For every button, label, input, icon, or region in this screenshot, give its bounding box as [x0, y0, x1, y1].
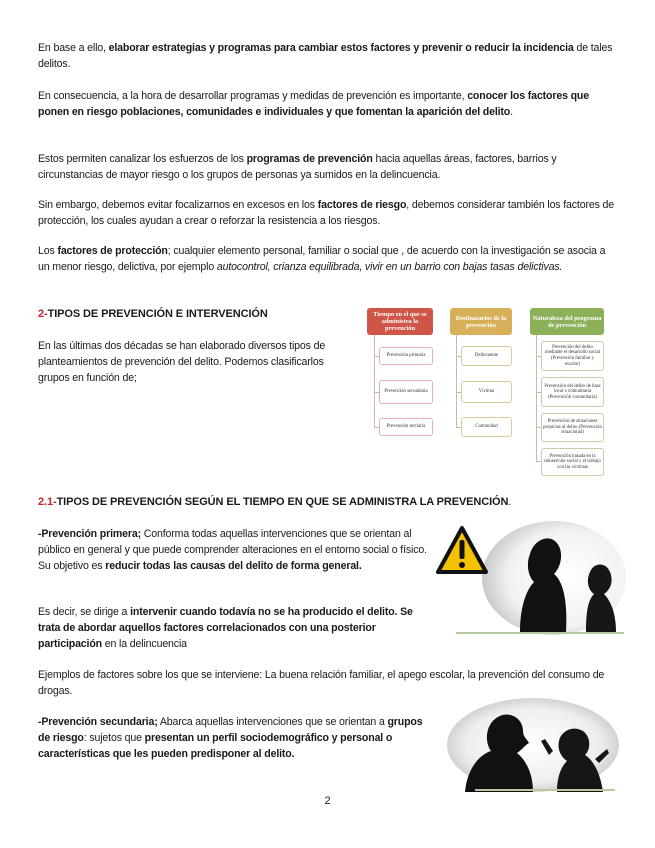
text: de tales delitos. — [38, 42, 613, 70]
bold-text: elaborar estrategias y programas para cambiar estos factores y prevenir o reducir la incidencia — [108, 42, 574, 54]
diagram-box: Prevención de situaciones propicias al delito (Prevención situacional) — [541, 413, 604, 442]
text: Sin embargo, debemos evitar focalizarnos en excesos en los — [38, 199, 318, 211]
paragraph-secondary-prevention — [38, 714, 433, 762]
diagram-box: Comunidad — [461, 417, 512, 437]
italic-text: autocontrol, crianza equilibrada, vivir en un barrio con bajas tasas delictivas. — [216, 261, 563, 273]
paragraph-consequence — [38, 88, 618, 120]
bold-text: factores de protección — [57, 245, 168, 257]
bold-text: presentan un perfil sociodemográfico y personal o características que les pueden predisponer al delito. — [38, 732, 393, 760]
text: Abarca aquellas intervenciones que se orientan a — [157, 716, 388, 728]
diagram-box: Prevención primaria — [379, 347, 433, 365]
paragraph-examples: Ejemplos de factores sobre los que se interviene: La buena relación familiar, el apego escolar, la prevención del consumo de drogas. — [38, 669, 605, 697]
bold-text: grupos de riesgo — [38, 716, 423, 744]
bold-text: programas de prevención — [246, 153, 373, 165]
paragraph-protection-factors — [38, 243, 618, 275]
text: , debemos considerar también los factores de protección, los cuales ayudan a crear o reforzar la resistencia a los riesgos. — [38, 199, 615, 227]
arguing-couple-image — [445, 697, 620, 792]
bold-text: reducir todas las causas del delito de forma general. — [105, 560, 362, 572]
text: hacia aquellas áreas, factores, barrios y circunstancias de mayor riesgo o los grupos de personas ya sumidos en la delincuencia. — [38, 153, 557, 181]
section-2-heading — [38, 307, 268, 321]
diagram-column-header-time: Tiempo en el que se administra la prevención — [367, 308, 433, 335]
diagram-box: Víctima — [461, 381, 512, 403]
diagram-column-header-nature: Naturaleza del programa de prevención — [530, 308, 604, 335]
text: En consecuencia, a la hora de desarrollar programas y medidas de prevención es importante, — [38, 90, 468, 102]
diagram-box: Delincuente — [461, 346, 512, 366]
diagram-box: Prevención del delito de base local o comunitaria (Prevención comunitaria) — [541, 377, 604, 407]
page-number: 2 — [324, 795, 331, 807]
diagram-box: Prevención basada en la reinserción social y el trabajo con las víctimas — [541, 448, 604, 476]
paragraph-primary-detail — [38, 604, 433, 652]
bold-text: intervenir cuando todavía no se ha producido el delito. Se trata de abordar aquellos factores correlacionados con una posterior participación — [38, 606, 413, 650]
text: Los — [38, 245, 58, 257]
section-number: 2.1- — [38, 496, 57, 508]
paragraph-strategies — [38, 40, 618, 72]
text: Estos permiten canalizar los esfuerzos de los — [38, 153, 247, 165]
bold-text: -Prevención secundaria; — [38, 716, 158, 728]
text: en la delincuencia — [101, 638, 187, 650]
connector-line — [536, 335, 537, 462]
paragraph-risk-factors — [38, 197, 618, 229]
section-2-text: En las últimas dos décadas se han elaborado diversos tipos de planteamientos de prevención del delito. Podemos clasificarlos grupos en función de; — [38, 340, 326, 384]
text: : sujetos que — [83, 732, 145, 744]
connector-line — [456, 335, 457, 427]
bold-text: conocer los factores que ponen en riesgo poblaciones, comunidades e individuales y que fomentan la aparición del delito — [38, 90, 589, 118]
section-title-end: . — [508, 496, 512, 508]
bold-text: -Prevención primera; — [38, 528, 141, 540]
diagram-box: Prevención secundaria — [379, 380, 433, 404]
paragraph-primary-prevention — [38, 526, 433, 574]
diagram-box: Prevención terciaria — [379, 418, 433, 436]
prevention-types-diagram — [364, 308, 617, 476]
section-title: TIPOS DE PREVENCIÓN SEGÚN EL TIEMPO EN QUE SE ADMINISTRA LA PREVENCIÓN — [56, 496, 509, 508]
diagram-column-header-recipients: Destinatarios de la prevención — [450, 308, 512, 335]
diagram-box: Prevención del delito mediante el desarrollo social (Prevención familiar y escolar) — [541, 341, 604, 371]
connector-line — [374, 335, 375, 427]
paragraph-channel — [38, 151, 618, 183]
text: Es decir, se dirige a — [38, 606, 131, 618]
warning-silhouettes-image — [436, 520, 626, 635]
text: ; cualquier elemento personal, familiar o social que , de acuerdo con la investigación se asocia a un menor riesgo, delictiva, por ejemplo — [38, 245, 606, 273]
section-2-1-heading — [38, 495, 511, 509]
section-title: TIPOS DE PREVENCIÓN E INTERVENCIÓN — [47, 308, 268, 320]
section-number: 2- — [38, 308, 48, 320]
text: Conforma todas aquellas intervenciones que se orientan al público en general y que puede comprender alteraciones en el entorno social o físico. Su objetivo es — [38, 528, 427, 572]
text: . — [510, 106, 513, 118]
warning-icon — [438, 528, 486, 572]
bold-text: factores de riesgo — [317, 199, 407, 211]
text: En base a ello, — [38, 42, 109, 54]
